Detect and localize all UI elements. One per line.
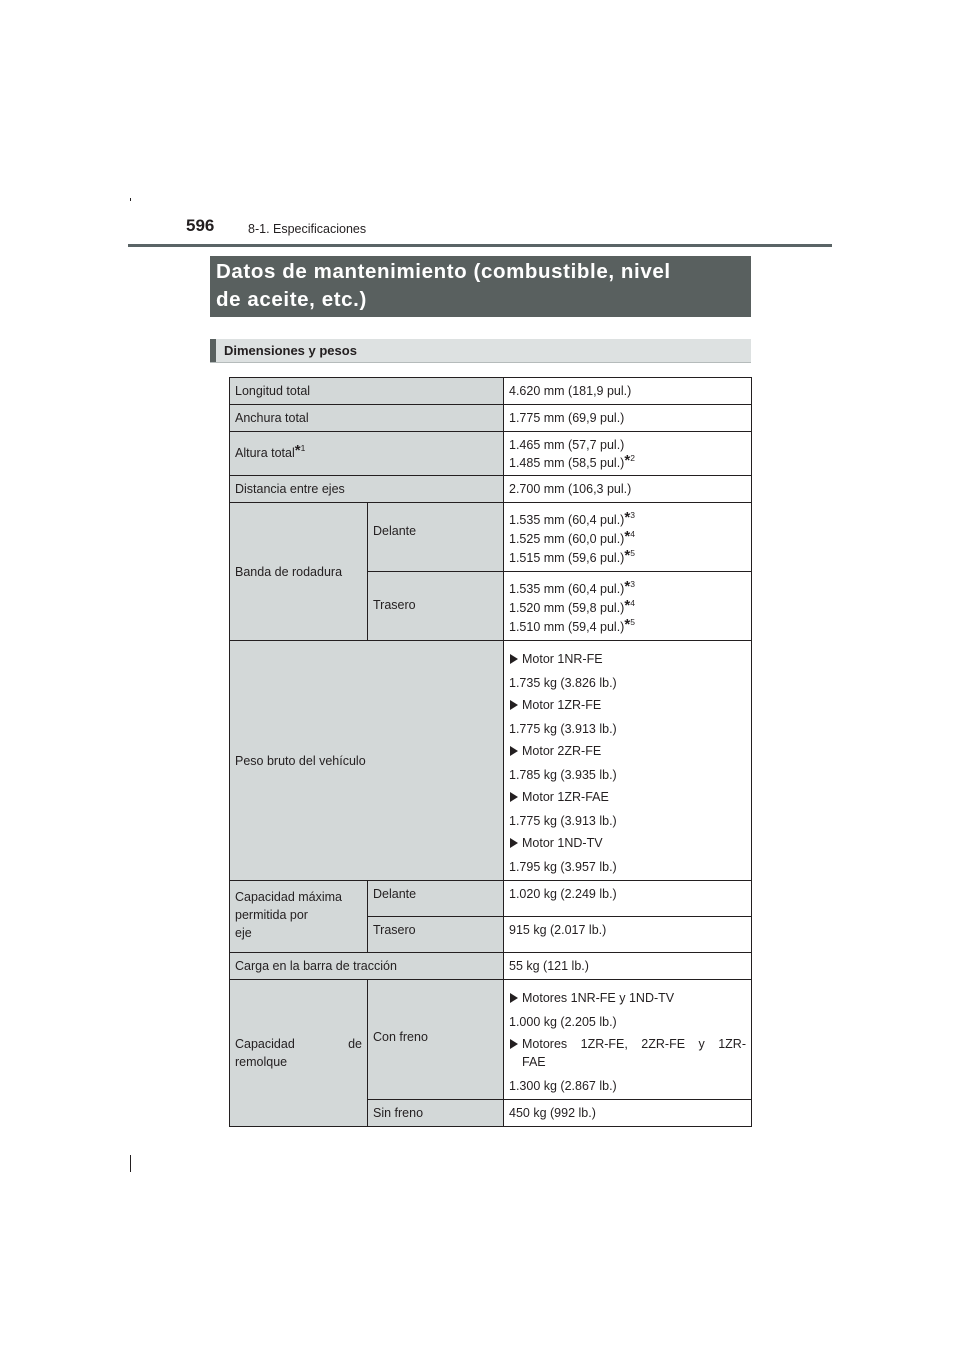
engine-item-line: Motores 1ZR-FE, 2ZR-FE y 1ZR- [522,1037,746,1051]
value-text: 1.510 mm (59,4 pul.) [509,620,625,634]
heading-accent-bar [210,339,216,362]
footnote-marker: * [624,616,631,633]
table-row [230,432,752,476]
subsection-heading [210,339,751,363]
sub-label-rear [368,572,504,641]
engine-item: Motor 1NR-FE [509,650,746,668]
subsection-heading-label: Dimensiones y pesos [224,343,357,358]
row-value: 1.020 kg (2.249 lb.) [504,881,752,917]
value-text: 1.515 mm (59,6 pul.) [509,551,625,565]
value-line [509,454,746,473]
value-text: 1.525 mm (60,0 pul.) [509,532,625,546]
table-row [230,503,752,572]
section-title-line: de aceite, etc.) [216,288,367,311]
value-text: 1.535 mm (60,4 pul.) [509,513,625,527]
row-label: Banda de rodadura [230,503,368,641]
header-divider [128,244,832,247]
engine-weight: 1.300 kg (2.867 lb.) [509,1079,617,1093]
row-label [230,881,368,953]
row-value: 450 kg (992 lb.) [504,1100,752,1127]
footnote-number: 5 [630,617,635,627]
section-title [210,256,751,317]
engine-weight: 1.785 kg (3.935 lb.) [509,768,617,782]
footnote-number: 4 [630,529,635,539]
row-value: 4.620 mm (181,9 pul.) [504,378,752,405]
row-value: 55 kg (121 lb.) [504,953,752,980]
engine-weight: 1.775 kg (3.913 lb.) [509,814,617,828]
row-value [504,980,752,1100]
footnote-marker: * [294,442,301,459]
row-label-line: remolque [235,1055,288,1069]
sub-label-front [368,503,504,572]
row-value [504,641,752,881]
row-label: Peso bruto del vehículo [230,641,504,881]
engine-weight: 1.735 kg (3.826 lb.) [509,676,617,690]
engine-item-line: FAE [522,1055,546,1069]
value-line [509,618,746,637]
footnote-number: 4 [630,598,635,608]
engine-item: Motores 1NR-FE y 1ND-TV [509,989,746,1007]
footnote-marker: * [624,528,631,545]
row-label: Carga en la barra de tracción [230,953,504,980]
table-row [230,405,752,432]
value-text: 1.535 mm (60,4 pul.) [509,582,625,596]
sub-label-front: Delante [368,881,504,917]
dimensions-weights-table [229,377,752,1127]
table-row [230,953,752,980]
engine-item: Motor 2ZR-FE [509,742,746,760]
value-line [509,549,746,568]
row-value: 915 kg (2.017 lb.) [504,917,752,953]
footnote-number: 2 [630,453,635,463]
footnote-marker: * [624,509,631,526]
footnote-marker: * [624,597,631,614]
row-label-line: Capacidad máxima [235,889,342,904]
row-value [504,432,752,476]
row-label [230,432,504,476]
value-line: 1.465 mm (57,7 pul.) [509,438,625,452]
crop-mark [130,1155,131,1172]
row-value [504,572,752,641]
engine-weight: 1.775 kg (3.913 lb.) [509,722,617,736]
table-row [230,378,752,405]
sub-label-text: Trasero [373,598,416,612]
section-breadcrumb: 8-1. Especificaciones [248,222,367,236]
section-title-line: Datos de mantenimiento (combustible, nivel [216,260,671,283]
row-label-line: Capacidad de [235,1037,362,1051]
footnote-marker: * [624,578,631,595]
sub-label-text: Con freno [373,1029,428,1044]
footnote-number: 5 [630,548,635,558]
engine-item: Motor 1ZR-FE [509,696,746,714]
footnote-marker: * [624,547,631,564]
footnote-number: 1 [300,443,306,453]
table-row [230,881,752,917]
sub-label-text: Delante [373,524,417,538]
engine-weight: 1.000 kg (2.205 lb.) [509,1015,617,1029]
row-label-line: permitida por [235,907,308,922]
page-number: 596 [186,216,215,235]
value-text: 1.520 mm (59,8 pul.) [509,601,625,615]
crop-mark [130,198,131,201]
footnote-number: 3 [630,579,635,589]
sub-label-braked [368,980,504,1100]
engine-weight: 1.795 kg (3.957 lb.) [509,860,617,874]
sub-label-unbraked: Sin freno [368,1100,504,1127]
sub-label-rear: Trasero [368,917,504,953]
footnote-marker: * [624,452,631,469]
table-row [230,980,752,1100]
row-label: Longitud total [230,378,504,405]
row-value: 2.700 mm (106,3 pul.) [504,476,752,503]
value-text: 1.485 mm (58,5 pul.) [509,456,625,470]
row-value: 1.775 mm (69,9 pul.) [504,405,752,432]
engine-item [509,1035,746,1071]
engine-item: Motor 1ND-TV [509,834,746,852]
row-label-line: eje [235,925,252,940]
row-label-text: Altura total [235,446,295,460]
engine-item: Motor 1ZR-FAE [509,788,746,806]
table-row [230,476,752,503]
row-label [230,980,368,1127]
footnote-number: 3 [630,510,635,520]
row-value [504,503,752,572]
row-label: Anchura total [230,405,504,432]
row-label: Distancia entre ejes [230,476,504,503]
table-row [230,641,752,881]
